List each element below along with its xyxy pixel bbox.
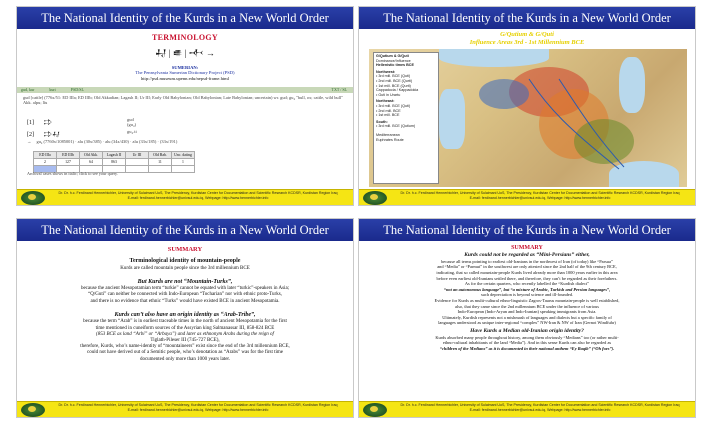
- slide-title: The National Identity of the Kurds in a New World Order: [359, 7, 695, 29]
- footer-line-2: E-mail: ferdinand.hennerbichler@univsul.edu.iq, Webpage: http://www.hennerbichler.info: [127, 408, 269, 412]
- paragraph-line: Evidence for Kurds as multi-cultural ethno-linguistic Zagros-Taurus mountain-people is well established,: [434, 297, 620, 303]
- legend-item: • 3rd mill. BCE (Quti): [376, 103, 411, 108]
- paragraph-line: Ultimately, Kurdish represents not a mishmash of languages and dialects but a specific family of: [442, 314, 612, 320]
- paragraph-line: Tiglath-Pileser III (745-727 BCE),: [150, 337, 220, 343]
- slide-title: The National Identity of the Kurds in a New World Order: [359, 219, 695, 241]
- euphrates-river: [529, 79, 619, 169]
- table-header-cell: ED IIIb: [57, 152, 80, 159]
- legend-item: • 2nd mill. BCE (Qurti): [376, 78, 413, 83]
- paragraph-line: As for the certain quarters, who recently labelled the “Kurdish dialect”: [464, 281, 590, 287]
- table-cell: 11: [149, 159, 172, 166]
- bar-item: kurt: [49, 87, 56, 92]
- footer-text: [389, 403, 691, 413]
- paragraph-line: languages understood as unique inter-regional “complex” NW-Iran & NW of Iran (Gernot Windfuhr): [438, 320, 616, 326]
- paragraph-line: “children of the Medians” as it is documented in their national anthem “Ey Raqib” (“Oh foes”).: [439, 345, 615, 351]
- slide-footer: [17, 189, 353, 205]
- map-title: [359, 31, 695, 47]
- table-header-cell: Unc. dating: [172, 152, 195, 159]
- paragraph-line: also, that they came since the 2nd millennium BCE under the influence of various: [455, 303, 599, 309]
- bar-item: PSD/SL: [70, 87, 84, 92]
- map-legend: [373, 52, 439, 184]
- row-text: gu₄ (7760x/1085001) · alu (30x/385) · alu (34x/430) · alu (33x/185) · (33x/191): [36, 139, 178, 144]
- psd-header-bar: [17, 87, 353, 93]
- table-cell: 2: [34, 159, 57, 166]
- period-table: [33, 151, 195, 173]
- summary-heading: SUMMARY: [511, 245, 543, 251]
- section-heading: Kurds can’t also have an origin identity as “Arab-Tribe”,: [114, 311, 256, 318]
- table-cell: 127: [57, 159, 80, 166]
- footer-text: [47, 403, 349, 413]
- paragraph-line: ethno-cultural inhabitants of the land “Media”). And in this sense Kurds can also be regarded as: [442, 340, 612, 346]
- row-label: [2]: [27, 132, 34, 138]
- tigris-river: [559, 79, 624, 167]
- legend-item: South:: [376, 119, 388, 124]
- paragraph-line: (853 BCE as land “Arbi” or “Arbaya”) and later as ethnonym Arabs during the reign of: [96, 331, 274, 337]
- table-cell: [126, 159, 149, 166]
- map-title-line-2: Influence Areas 3rd - 1st Millennium BCE: [469, 39, 585, 46]
- table-cell: 64: [80, 159, 103, 166]
- table-cell: [126, 166, 149, 173]
- row-label: [1]: [27, 120, 34, 126]
- bar-item: TXT / SL: [331, 87, 347, 92]
- legend-item: Hellenistic times BCE: [376, 63, 414, 68]
- slide-summary-1[interactable]: [16, 218, 354, 418]
- gud-definition: gud [cattle] (776x/51: ED IIIa; ED IIIb; Old Akkadian; Lagash II; Ur III; Early Old Babylonian; Old Babylonian; Late Babylonian; uncertain) wr. gud; gu₄ "bull, ox; cattle, wild bull" Akk. alpu; līu: [23, 95, 343, 106]
- legend-item: Dominance/Influence: [376, 58, 411, 63]
- sign-row-3: [27, 139, 177, 144]
- table-cell: [149, 166, 172, 173]
- paragraph-line: Indo-European (Indo-Aryan and Indo-Iranian) speaking immigrants from Asia.: [457, 309, 597, 315]
- table-header-cell: ED IIIa: [34, 152, 57, 159]
- psd-url[interactable]: http://psd.museum.upenn.edu/nepsd-frame.html: [140, 76, 230, 81]
- legend-item: G/Qutium & G/Quti: [376, 54, 409, 58]
- slide-terminology[interactable]: [16, 6, 354, 206]
- legend-item: • 1st mill. BCE: [376, 113, 400, 118]
- footer-line-1: Dr. Dr. h.c. Ferdinand Hennerbichler, University of Sulaimani UoS, The Presidency, Kurdistan Center for Documentation and Scientific Research KCDSR, Kurdistan Region Iraq: [58, 191, 338, 195]
- university-logo-icon: [363, 403, 387, 417]
- paragraph-line: Kurds absorbed many people throughout history, among them obviously “Medians” too (or rather multi-: [435, 334, 619, 340]
- university-logo-icon: [21, 191, 45, 205]
- paragraph-line: such depreciation is beyond science and ill-founded.: [480, 292, 574, 298]
- table-note: Archival cases shows in italic; click to see your query.: [27, 171, 118, 176]
- section-heading: Kurds could not be regarded as “Mini-Persians” either,: [464, 252, 590, 258]
- legend-item: Northeast:: [376, 99, 395, 104]
- psd-title: The Pennsylvania Sumerian Dictionary Project (PSD): [135, 70, 235, 75]
- paragraph-line: and “Media” or “Parmut” in the southwest are only attested since the 2nd half of the 9th century BCE,: [437, 264, 617, 270]
- section-line: Kurds are called mountain people since the 3rd millennium BCE: [120, 265, 250, 271]
- table-header-cell: Ur III: [126, 152, 149, 159]
- legend-item: • 3rd mill. BCE (Quti): [376, 74, 411, 79]
- paragraph-line: because the term “Arab” is in earliest traceable times in the north of ancient Mesopotamia for the first: [83, 319, 287, 325]
- legend-item: Cappadocia / Kappadokia: [376, 88, 419, 93]
- legend-item: • 1st mill. BCE (Qurti): [376, 83, 411, 88]
- university-logo-icon: [363, 191, 387, 205]
- section-heading: Have Kurds a Median old-Iranian origin identity?: [470, 327, 584, 334]
- paragraph-line: therefore, Kurds, who’s name-identity of “mountaineers” exist since the end of the 3rd millennium BCE,: [80, 344, 290, 350]
- sign-reading: gud (gu₄): [127, 117, 137, 127]
- footer-line-1: Dr. Dr. h.c. Ferdinand Hennerbichler, University of Sulaimani UoS, The Presidency, Kurdistan Center for Documentation and Scientific Research KCDSR, Kurdistan Region Iraq: [400, 403, 680, 407]
- university-logo-icon: [21, 403, 45, 417]
- slide-footer: [17, 401, 353, 417]
- paragraph-line: indicating, that so called mountain-people Kurds lived already more than 1000 years earlier in this area: [436, 269, 618, 275]
- footer-line-2: E-mail: ferdinand.hennerbichler@univsul.edu.iq, Webpage: http://www.hennerbichler.info: [469, 196, 611, 200]
- slide-summary-2[interactable]: [358, 218, 696, 418]
- legend-item: • Guti in Urartu: [376, 92, 401, 97]
- footer-text: [389, 191, 691, 201]
- sign-reading: gu₄.ti: [127, 129, 137, 134]
- paragraph-line: because all terms pointing to earliest old-Iranians in the northwest of Iran (of today) like “Parsua”: [441, 258, 613, 264]
- footer-line-2: E-mail: ferdinand.hennerbichler@univsul.edu.iq, Webpage: http://www.hennerbichler.info: [127, 196, 269, 200]
- legend-item: • 3rd mill. BCE (Qutium): [376, 124, 416, 129]
- terminology-heading: TERMINOLOGY: [152, 33, 218, 42]
- section-heading: But Kurds are not “Mountain-Turks”,: [137, 278, 233, 285]
- footer-text: [47, 191, 349, 201]
- paragraph-line: “Q/Guti” can neither be connected with Indo-European “Tocharian” nor with ethnic proto-Turks,: [88, 292, 282, 298]
- slide-footer: [359, 189, 695, 205]
- legend-item: Northwest:: [376, 69, 396, 74]
- paragraph-line: and there is no evidence that ethnic “Turks” would have existed BCE in ancient Mesopotamia.: [90, 298, 280, 304]
- paragraph-line: could not have derived out of a Semitic people, who’s denotation as “Arabs” was for the first time: [86, 350, 284, 356]
- slide-title: The National Identity of the Kurds in a New World Order: [17, 7, 353, 29]
- footer-line-1: Dr. Dr. h.c. Ferdinand Hennerbichler, University of Sulaimani UoS, The Presidency, Kurdistan Center for Documentation and Scientific Research KCDSR, Kurdistan Region Iraq: [58, 403, 338, 407]
- cuneiform-glyphs: 𒄷 | 𒌑 | 𒋾 →: [155, 48, 215, 58]
- paragraph-line: because the ancient Mesopotamian term “turkie” cannot be equated with later “turkic”-speakers in Asia;: [80, 286, 290, 292]
- slide-body: [365, 245, 689, 399]
- table-header-cell: Old Akk.: [80, 152, 103, 159]
- slide-body: [23, 245, 347, 399]
- row-label: →: [27, 139, 32, 144]
- sign-glyph: 𒄞𒄷: [43, 132, 60, 138]
- table-cell: 1: [172, 159, 195, 166]
- paragraph-line: “not an autonomous language”, but “a mixture of Arabic, Turkish and Persian languages”,: [443, 286, 611, 292]
- footer-line-2: E-mail: ferdinand.hennerbichler@univsul.edu.iq, Webpage: http://www.hennerbichler.info: [469, 408, 611, 412]
- section-heading: Terminological identity of mountain-people: [129, 258, 241, 264]
- map-title-line-1: G/Qutium & G/Quti: [500, 31, 554, 38]
- legend-item: Euphrates Route: [376, 137, 404, 142]
- table-header-cell: Lagash II: [103, 152, 126, 159]
- footer-line-1: Dr. Dr. h.c. Ferdinand Hennerbichler, University of Sulaimani UoS, The Presidency, Kurdistan Center for Documentation and Scientific Research KCDSR, Kurdistan Region Iraq: [400, 191, 680, 195]
- sumerian-label: SUMERIAN:: [171, 65, 199, 70]
- summary-heading: SUMMARY: [167, 246, 203, 253]
- legend-item: • 2nd mill. BCE: [376, 108, 401, 113]
- paragraph-line: documented only more than 1000 years later.: [139, 356, 231, 362]
- slide-body: [23, 33, 347, 187]
- bar-item: gud, kur: [21, 87, 35, 92]
- slide-title: The National Identity of the Kurds in a New World Order: [17, 219, 353, 241]
- table-header-cell: Old Bab.: [149, 152, 172, 159]
- sign-glyph: 𒄞: [43, 120, 53, 126]
- paragraph-line: before even earliest old-Iranians settled there, and therefore, they can’t be regarded as their forefathers.: [436, 275, 618, 281]
- paragraph-line: time mentioned in cuneiform sources of the Assyrian king Salmanassar III, 858-824 BCE: [95, 325, 275, 331]
- table-cell: [172, 166, 195, 173]
- table-cell: 863: [103, 159, 126, 166]
- slide-footer: [359, 401, 695, 417]
- slide-map[interactable]: [358, 6, 696, 206]
- legend-item: Mediterranean: [376, 132, 400, 137]
